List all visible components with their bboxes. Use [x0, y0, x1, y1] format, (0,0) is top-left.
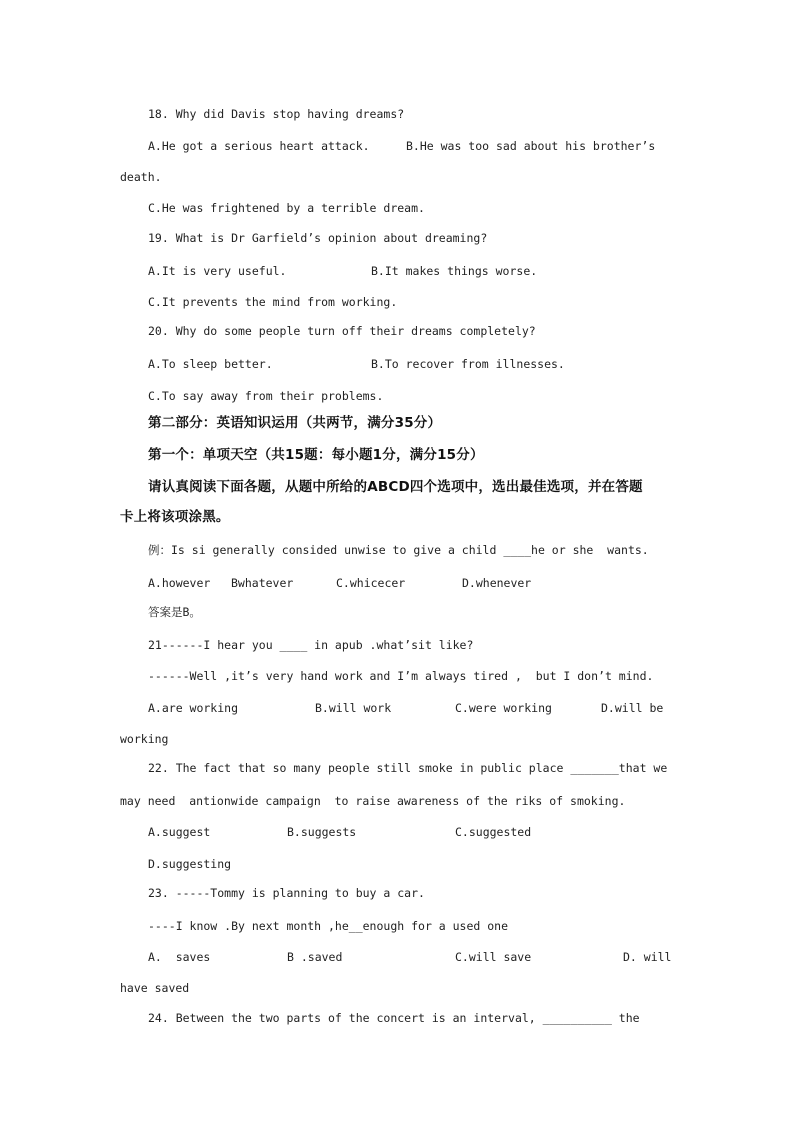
question-22-option-b: B.suggests — [287, 825, 357, 839]
question-19-option-a: A.It is very useful. — [148, 264, 287, 278]
question-23-line-1: 23. -----Tommy is planning to buy a car. — [148, 886, 425, 900]
question-19-option-c: C.It prevents the mind from working. — [148, 295, 398, 309]
section-1-heading: 第一个：单项天空（共15题：每小题1分，满分15分） — [148, 447, 484, 463]
question-21-line-2: ------Well ,it’s very hand work and I’m always tired , but I don’t mind. — [148, 669, 654, 683]
question-24-line-1: 24. Between the two parts of the concert is an interval, __________ the — [148, 1011, 640, 1025]
question-18-stem: 18. Why did Davis stop having dreams? — [148, 107, 405, 121]
example-option-d: D.whenever — [462, 576, 532, 590]
question-22-option-c: C.suggested — [455, 825, 532, 839]
question-21-option-b: B.will work — [315, 701, 392, 715]
question-19-option-b: B.It makes things worse. — [371, 264, 538, 278]
example-option-c: C.whicecer — [336, 576, 406, 590]
question-18-option-b-continued: death. — [120, 170, 162, 184]
question-20-option-a: A.To sleep better. — [148, 357, 273, 371]
instruction-line-1: 请认真阅读下面各题，从题中所给的ABCD四个选项中，选出最佳选项，并在答题 — [148, 479, 643, 495]
question-20-stem: 20. Why do some people turn off their dreams completely? — [148, 324, 536, 338]
question-23-option-d: D. will — [623, 950, 672, 964]
part-2-heading: 第二部分：英语知识运用（共两节，满分35分） — [148, 415, 442, 431]
question-18-option-a: A.He got a serious heart attack. — [148, 139, 370, 153]
question-23-line-2: ----I know .By next month ,he__enough for a used one — [148, 919, 509, 933]
question-23-option-c: C.will save — [455, 950, 532, 964]
question-22-option-a: A.suggest — [148, 825, 211, 839]
question-22-line-1: 22. The fact that so many people still smoke in public place _______that we — [148, 761, 668, 775]
question-21-option-a: A.are working — [148, 701, 239, 715]
example-option-b: Bwhatever — [231, 576, 294, 590]
question-18-option-b: B.He was too sad about his brother’s — [406, 139, 656, 153]
question-23-option-d-continued: have saved — [120, 981, 190, 995]
question-20-option-b: B.To recover from illnesses. — [371, 357, 565, 371]
question-22-option-d: D.suggesting — [148, 857, 232, 871]
question-23-option-a: A. saves — [148, 950, 211, 964]
question-21-line-1: 21------I hear you ____ in apub .what’sit like? — [148, 638, 474, 652]
question-19-stem: 19. What is Dr Garfield’s opinion about dreaming? — [148, 231, 488, 245]
question-21-option-d: D.will be — [601, 701, 664, 715]
question-22-line-2: may need antionwide campaign to raise awareness of the riks of smoking. — [120, 794, 626, 808]
question-23-option-b: B .saved — [287, 950, 343, 964]
question-20-option-c: C.To say away from their problems. — [148, 389, 384, 403]
example-answer: 答案是B。 — [148, 605, 201, 619]
instruction-line-2: 卡上将该项涂黑。 — [120, 509, 230, 525]
question-21-option-c: C.were working — [455, 701, 552, 715]
example-question: 例：Is si generally consided unwise to give a child ____he or she wants. — [148, 543, 649, 557]
example-option-a: A.however — [148, 576, 211, 590]
question-21-option-d-continued: working — [120, 732, 169, 746]
question-18-option-c: C.He was frightened by a terrible dream. — [148, 201, 425, 215]
